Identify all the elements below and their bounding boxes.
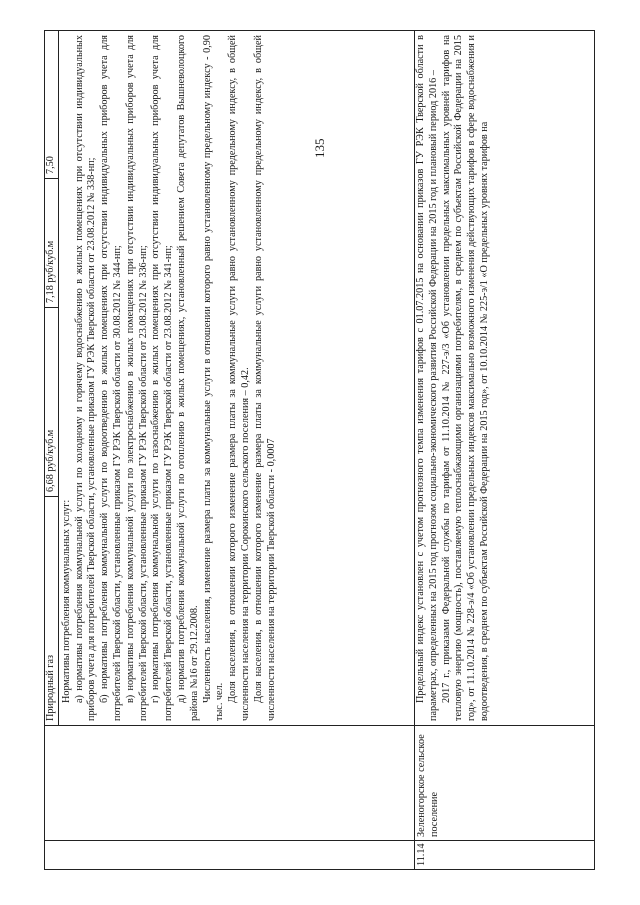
gas-row	[45, 31, 59, 725]
description-text-1: Предельный индекс установлен с учетом прогнозного темпа изменения тарифов с 01.07.2015 на основании приказов ГУ РЭК Тверской области в параметрах, определенных на 2015 год прогнозом социально-экономического развития Российской Федерации на 2015 год и плановый период 2016 –	[415, 35, 439, 721]
norm-item: г) нормативы потребления коммунальной услуги по газоснабжению в жилых помещениях при отсутствии индивидуальных приборов учета для потребителей Тверской области, установленные приказом ГУ РЭК Тверской области от 23.08.2012 № 341-нп;	[150, 35, 175, 721]
norms-cell	[45, 31, 415, 726]
tariff-table	[44, 30, 595, 870]
population-text: Численность населения, изменение размера платы за коммунальные услуги в отношении которого равно установленному предельному индексу - 0,90 тыс. чел.	[201, 35, 226, 721]
table-row	[45, 31, 415, 870]
share-text: Доля населения, в отношении которого изменение размера платы за коммунальные услуги равно установленному предельному индексу, в общей численности населения на территории Сорокинского сельского поселения – 0,42.	[227, 35, 251, 721]
gas-value-3: 7,50	[45, 156, 56, 174]
row-number-cell	[45, 841, 415, 870]
norm-item: а) нормативы потребления коммунальной услуги по холодному и горячему водоснабжению в жилых помещениях при отсутствии индивидуальных приборов учета для потребителей Тверской области, установленные приказом ГУ РЭК Тверской области от 23.08.2012 № 338-нп;	[73, 35, 98, 721]
table-row	[415, 31, 595, 870]
rotated-table-container	[44, 30, 594, 870]
page-number: 135	[312, 138, 327, 158]
row-name-cell: Зеленогорское сельское поселение	[415, 726, 595, 841]
row-number-cell: 11.14	[415, 841, 595, 870]
share-text-2: Доля населения, в отношении которого изменение размера платы за коммунальные услуги равно установленному предельному индексу, в общей численности населения на территории Тверской области - 0,0007	[252, 35, 277, 721]
gas-label: Природный газ	[45, 496, 58, 725]
norm-item: в) нормативы потребления коммунальной услуги по электроснабжению в жилых помещениях при отсутствии индивидуальных приборов учета для потребителей Тверской области, установленные приказом ГУ РЭК Тверской области от 23.08.2012 № 336-нп;	[124, 35, 149, 721]
norm-item: б) нормативы потребления коммунальной услуги по водоотведению в жилых помещениях при отсутствии индивидуальных приборов учета для потребителей Тверской области, установленные приказом ГУ РЭК Тверской области от 30.08.2012 № 344-нп;	[99, 35, 123, 721]
description-text-2: 2017 г., приказами Федеральной службы по тарифам от 11.10.2014 № 227-э/3 «Об установлении предельных максимальных уровней тарифов на тепловую энергию (мощность), поставляемую теплоснабжающими организациями потребителям, в среднем по субъектам Российской Федерации на 2015 год», от 11.10.2014 № 228-э/4 «Об установлении предельных индексов максимально возможного изменения действующих тарифов в сфере водоснабжения и водоотведения, в среднем по субъектам Российской Федерации на 2015 год», от 10.10.2014 № 225-э/1 «О предельных уровнях тарифов на	[440, 35, 490, 721]
norms-heading: Нормативы потребления коммунальных услуг:	[60, 499, 72, 703]
gas-value-2: 7,18 руб/куб.м	[45, 178, 58, 307]
row-name-cell	[45, 726, 415, 841]
gas-value-1: 6,68 руб/куб.м	[45, 307, 58, 496]
norm-item: д) норматив потребления коммунальной услуги по отоплению в жилых помещениях, установленный решением Совета депутатов Вышневолоцкого района №16 от 29.12.2008.	[175, 35, 200, 721]
description-cell	[415, 31, 595, 726]
